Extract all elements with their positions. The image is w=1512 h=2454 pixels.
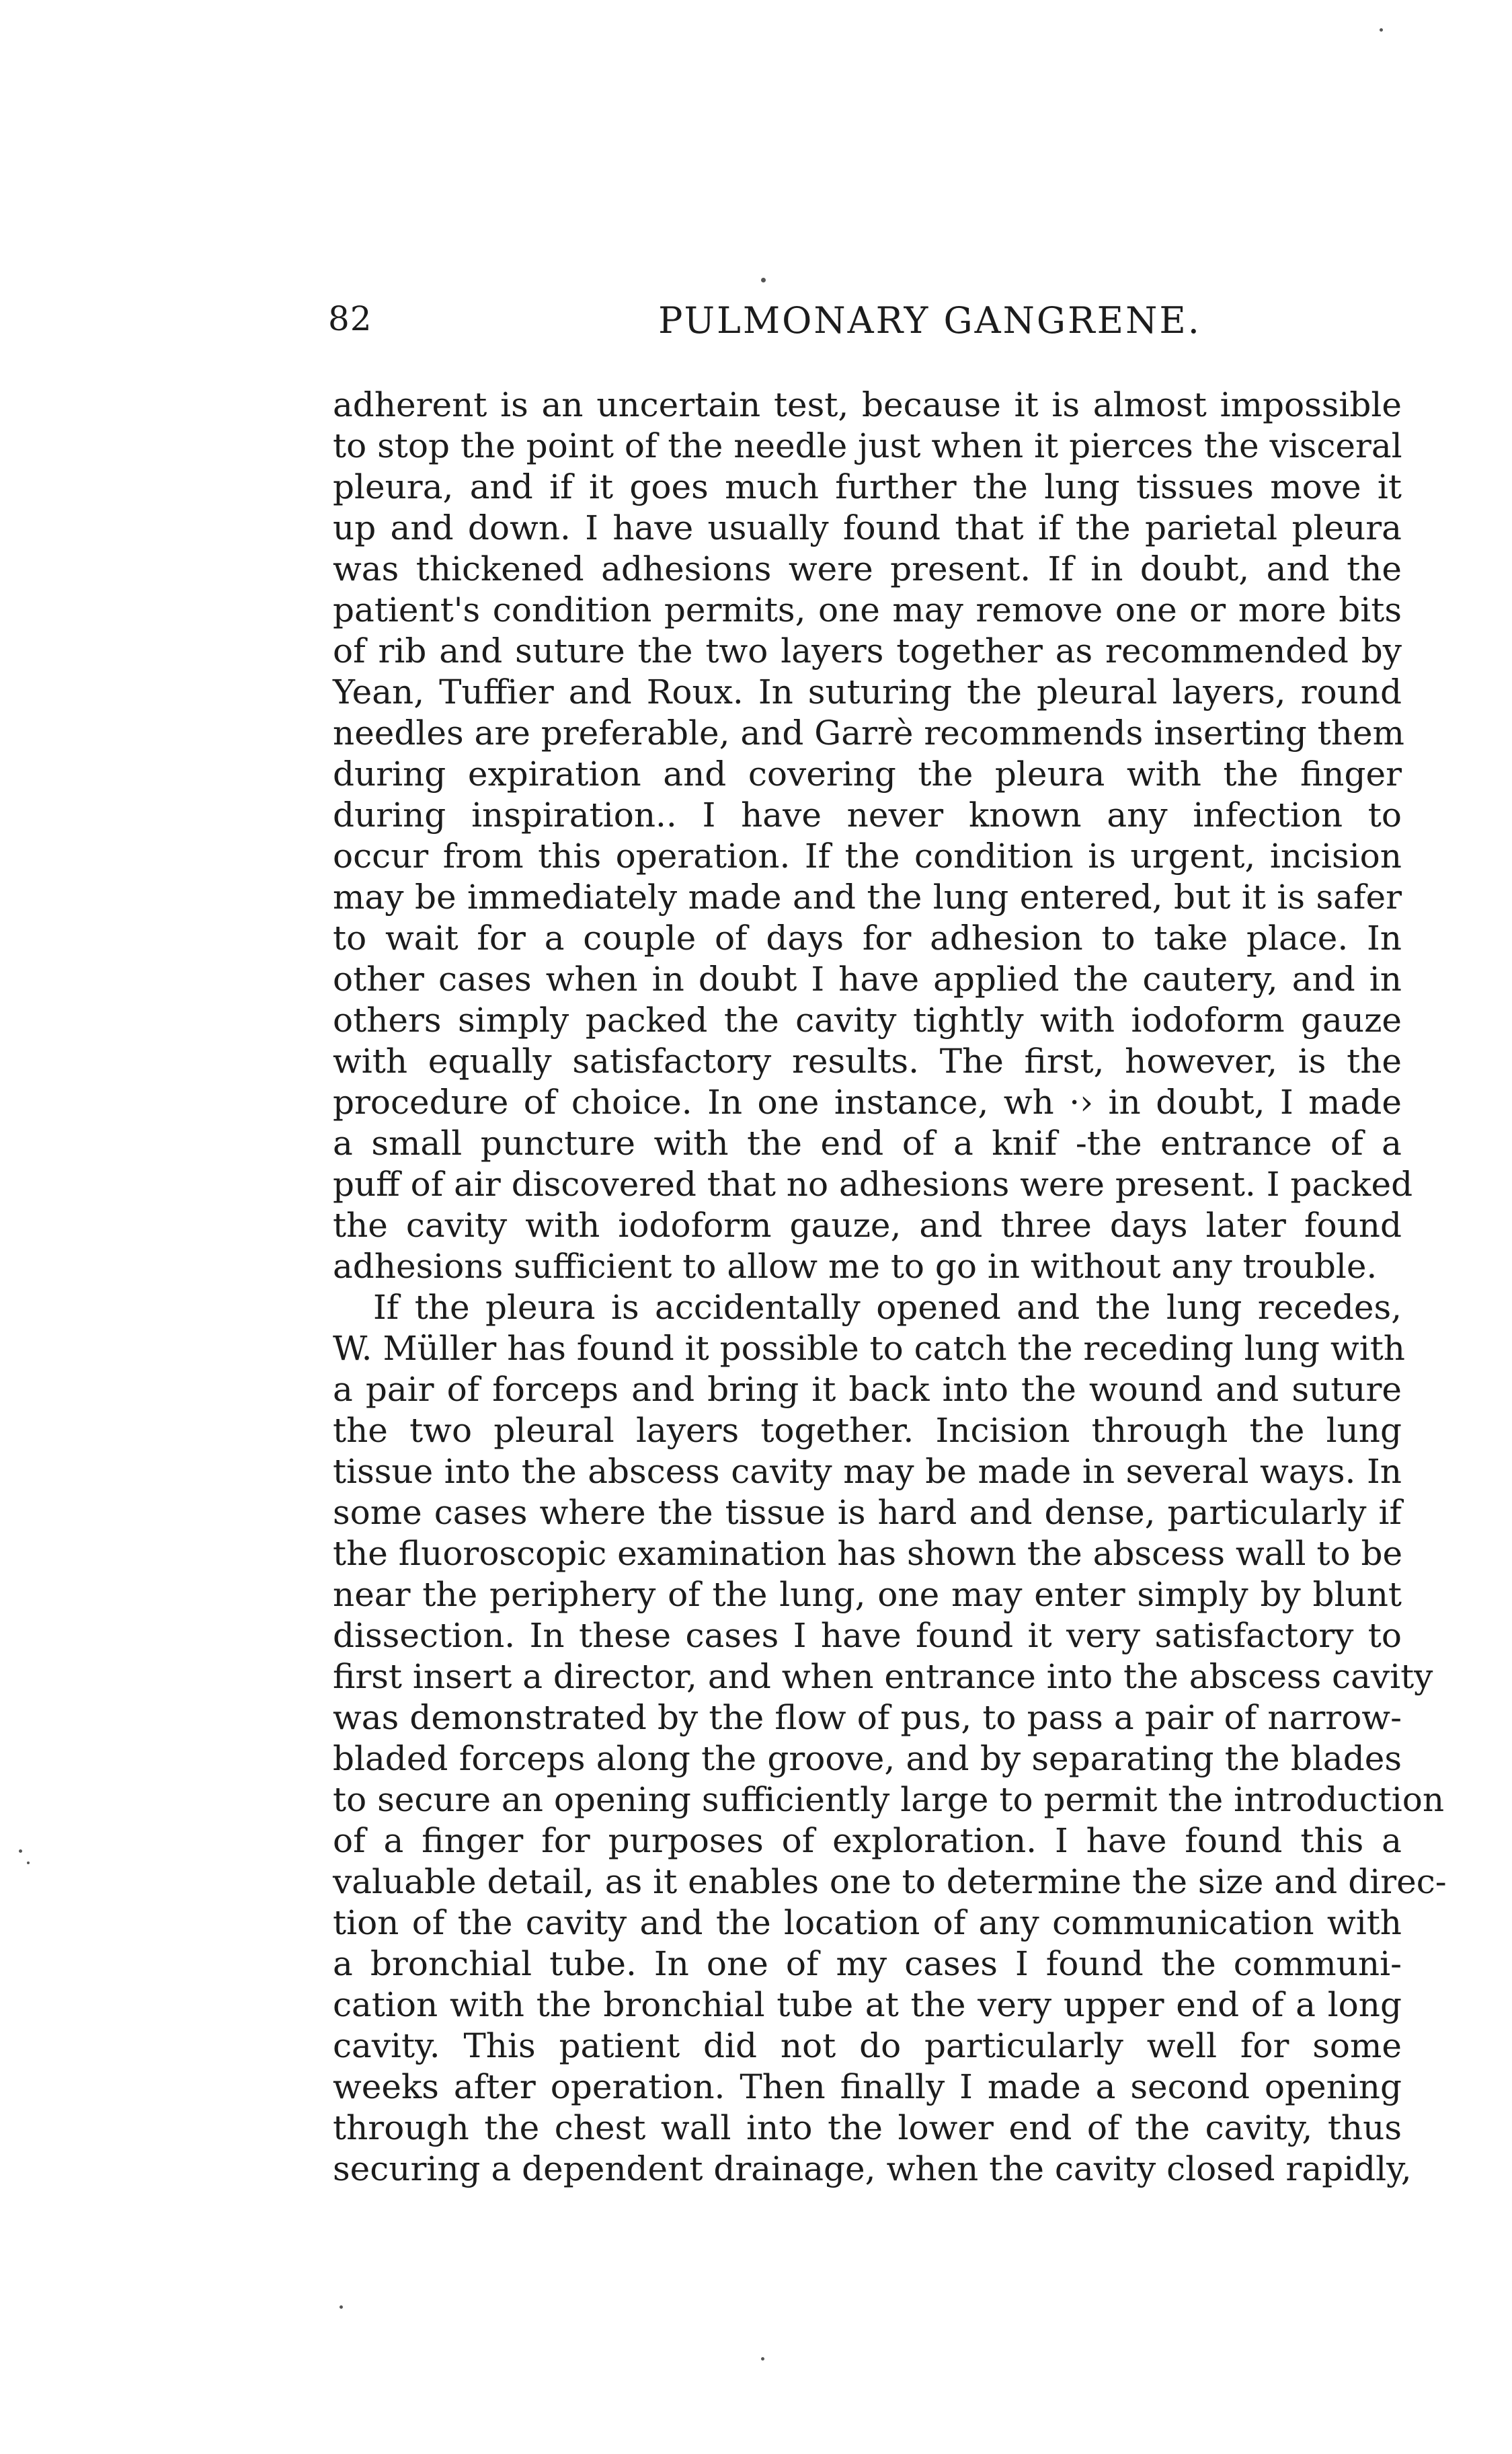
text-line: dissection. In these cases I have found it very satisfactory to <box>333 1616 1402 1655</box>
text-line: a small puncture with the end of a knif -the entrance of a <box>333 1124 1402 1163</box>
text-line: through the chest wall into the lower end of the cavity, thus <box>333 2108 1402 2147</box>
text-line: a pair of forceps and bring it back into the wound and suture <box>333 1370 1402 1409</box>
text-line: needles are preferable, and Garrè recommends inserting them <box>333 714 1404 753</box>
text-line: to wait for a couple of days for adhesion to take place. In <box>333 919 1402 958</box>
text-line: bladed forceps along the groove, and by separating the blades <box>333 1739 1402 1778</box>
text-line: of a finger for purposes of exploration. I have found this a <box>333 1821 1402 1860</box>
text-line: If the pleura is accidentally opened and the lung recedes, <box>373 1288 1402 1327</box>
print-speck <box>761 2357 764 2361</box>
text-line: pleura, and if it goes much further the lung tissues move it <box>333 467 1402 506</box>
text-line: tissue into the abscess cavity may be made in several ways. In <box>333 1452 1402 1491</box>
text-line: W. Müller has found it possible to catch the receding lung with <box>333 1329 1405 1368</box>
text-line: weeks after operation. Then finally I made a second opening <box>333 2067 1402 2106</box>
print-speck <box>340 2305 343 2309</box>
text-line: Yean, Tuffier and Roux. In suturing the pleural layers, round <box>333 673 1402 712</box>
text-line: procedure of choice. In one instance, wh ·› in doubt, I made <box>333 1083 1402 1122</box>
text-line: a bronchial tube. In one of my cases I found the communi- <box>333 1944 1402 1983</box>
running-header <box>328 299 1400 353</box>
paragraph-2 <box>333 1287 1447 2190</box>
text-line: was thickened adhesions were present. If in doubt, and the <box>333 549 1402 588</box>
text-line: up and down. I have usually found that if the parietal pleura <box>333 508 1402 547</box>
text-line: during inspiration.. I have never known any infection to <box>333 796 1402 835</box>
text-line: the fluoroscopic examination has shown the abscess wall to be <box>333 1534 1403 1573</box>
text-line: occur from this operation. If the condition is urgent, incision <box>333 837 1402 876</box>
text-line: some cases where the tissue is hard and dense, particularly if <box>333 1493 1402 1532</box>
text-line: to secure an opening sufficiently large to permit the introduction <box>333 1780 1445 1819</box>
text-line: cation with the bronchial tube at the very upper end of a long <box>333 1985 1402 2024</box>
paragraph-1 <box>333 385 1413 1287</box>
text-line: was demonstrated by the flow of pus, to pass a pair of narrow- <box>333 1698 1402 1737</box>
text-line: securing a dependent drainage, when the cavity closed rapidly, <box>333 2149 1412 2188</box>
text-line: adhesions sufficient to allow me to go in without any trouble. <box>333 1247 1378 1286</box>
print-speck <box>19 1849 22 1853</box>
text-line: other cases when in doubt I have applied the cautery, and in <box>333 960 1402 999</box>
text-line: near the periphery of the lung, one may enter simply by blunt <box>333 1575 1402 1614</box>
text-line: of rib and suture the two layers together as recommended by <box>333 631 1402 670</box>
print-speck <box>27 1862 30 1864</box>
text-line: with equally satisfactory results. The first, however, is the <box>333 1042 1402 1081</box>
running-title: PULMONARY GANGRENE. <box>658 299 1201 342</box>
text-line: others simply packed the cavity tightly with iodoform gauze <box>333 1001 1402 1040</box>
text-line: cavity. This patient did not do particularly well for some <box>333 2026 1402 2065</box>
page-number: 82 <box>328 299 372 338</box>
text-line: valuable detail, as it enables one to determine the size and direc- <box>333 1862 1447 1901</box>
text-line: the cavity with iodoform gauze, and three days later found <box>333 1206 1402 1245</box>
text-line: during expiration and covering the pleura with the finger <box>333 755 1402 794</box>
print-speck <box>761 278 766 282</box>
text-line: first insert a director, and when entrance into the abscess cavity <box>333 1657 1433 1696</box>
text-line: puff of air discovered that no adhesions were present. I packed <box>333 1165 1413 1204</box>
text-line: to stop the point of the needle just when it pierces the visceral <box>333 426 1402 465</box>
text-line: patient's condition permits, one may remove one or more bits <box>333 590 1402 629</box>
text-line: may be immediately made and the lung entered, but it is safer <box>333 878 1402 917</box>
body-text <box>333 385 1447 2190</box>
print-speck <box>1380 28 1383 32</box>
text-line: tion of the cavity and the location of any communication with <box>333 1903 1402 1942</box>
text-line: adherent is an uncertain test, because it is almost impossible <box>333 385 1402 424</box>
text-line: the two pleural layers together. Incision through the lung <box>333 1411 1402 1450</box>
